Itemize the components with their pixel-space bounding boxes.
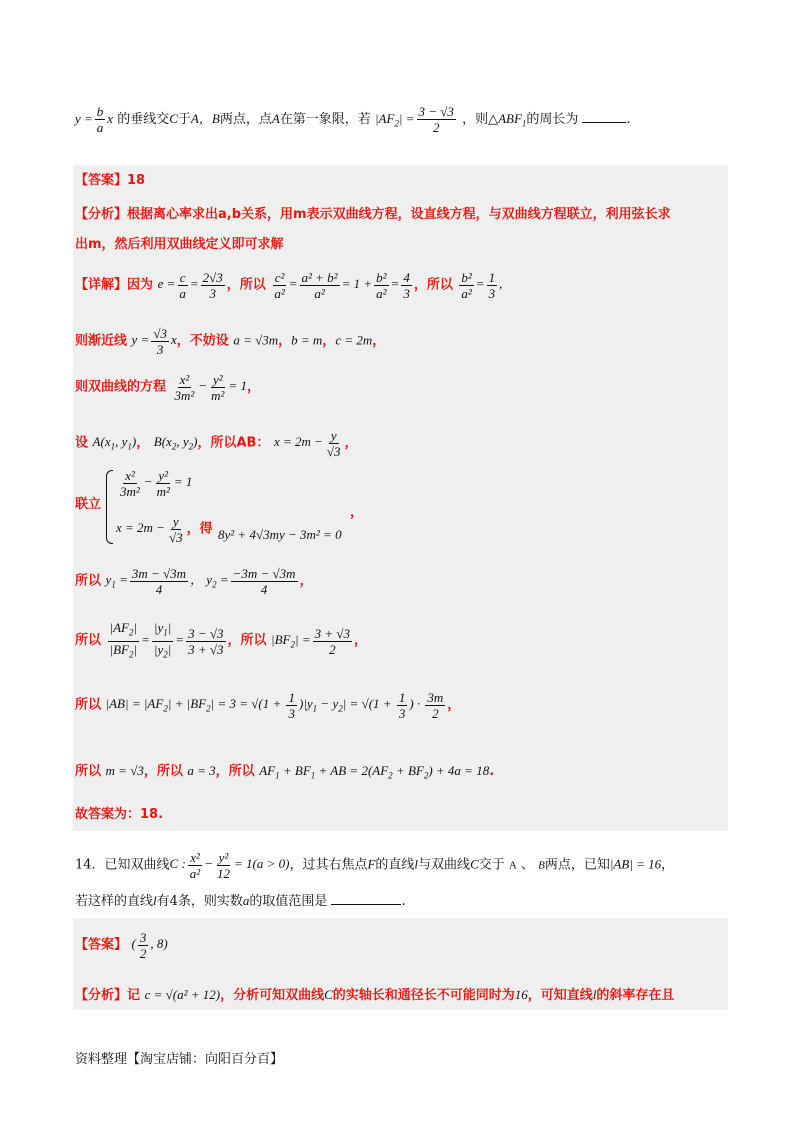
final-answer13	[75, 806, 163, 824]
var-a2: A	[508, 859, 517, 872]
system-brace	[106, 470, 113, 544]
var-a3: a	[242, 893, 250, 908]
text-at: 于	[177, 112, 191, 127]
detail13-line4: 设 $A(x_1$, $y_1$)， $B(x_2$, $y_2$)，所以AB： x = 2m − $\frac{y}{√3}$ ，	[75, 428, 358, 459]
text-first-quadrant: 在第一象限，若	[279, 112, 371, 127]
text-perimeter: 的周长为	[526, 112, 579, 127]
var-b2: B	[538, 859, 545, 872]
detail13-line8: 所以 $|AB| = |AF_2| + |BF_2| = 3 = √(1$ + $\frac{1}{3}$ )$|y_1 - y_2| = √(1$ + $\frac{1}{3}$ ) · $\frac{3m}{2}$ ，	[75, 690, 461, 721]
detail13-line9: 所以 m = √3，所以 a = 3，所以 $AF_1 + BF_1$ + AB = $2(AF_2 + BF_2) + 4a = 18$.	[75, 763, 495, 781]
text-intersect: 交于	[478, 857, 505, 873]
var-l2: l	[153, 893, 157, 908]
text-perpendicular: 的垂线交	[117, 112, 170, 127]
text-because: 因为	[127, 277, 154, 293]
condition-af2: $|AF_2|$ =	[374, 111, 415, 129]
answer-blank	[582, 122, 626, 123]
quadratic-eq: 8y² + 4√3my − 3m² = 0	[218, 527, 342, 542]
comma-after-system: ，	[350, 505, 364, 520]
text-analysis-b: 的实轴长和通径长不可能同时为	[332, 988, 515, 1003]
text-asymptote: 则渐近线	[75, 333, 128, 349]
answer14-value: ( $\frac{3}{2}$ , 8)	[131, 930, 168, 961]
param-c: c = 2m	[335, 332, 373, 348]
a-value: a = 3	[187, 763, 216, 778]
text-right-focus: ，过其右焦点	[289, 857, 368, 873]
chord-length: $|AB| = |AF_2| + |BF_2| = 3 = √(1$ + $\frac{1}{3}$ )$|y_1 - y_2| = √(1$ + $\frac{1}{3}$ ) · $\frac{3m}{2}$	[105, 690, 444, 721]
text-so-5: ，所以	[227, 633, 267, 649]
text-four-lines: 有4条，则实数	[156, 894, 243, 909]
text-known: 两点，已知	[544, 857, 610, 873]
text-comma: ，	[136, 435, 150, 451]
text-so-2: ，所以	[413, 277, 453, 293]
text-so-7: 所以	[75, 764, 102, 779]
answer14-label: 【答案】	[75, 937, 128, 953]
answer-label: 【答案】	[75, 173, 128, 188]
point-a: $A(x_1$, $y_1$)	[92, 434, 137, 453]
problem14-line1: 14．已知双曲线C : $\frac{\text{x²}}{\text{a²}}$ − $\frac{\text{y²}}{12}$ = 1(a > 0)，过其右焦点F的直线l与双曲线C交于 A 、 B两点，已知|AB| = 16，	[75, 850, 675, 881]
text-line: 的直线	[375, 857, 415, 873]
m-value: m = √3	[105, 763, 144, 778]
detail13-line1	[75, 270, 502, 301]
ratio-formula: $\frac{\text{c²}}{\text{a²}}$ = $\frac{\text{a² + b²}}{\text{a²}}$ = 1 + $\frac{\text{b²}}{\text{a²}}$ = $\frac{4}{3}$	[274, 270, 410, 301]
detail13-line7: 所以 $\frac{|AF_2|}{|BF_2|}$ = $\frac{|y_1|}{|y_2|}$ = $\frac{3 - √3}{3 + √3}$ ，所以 $|BF_2|$ = $\frac{3 + √3}{2}$ ，	[75, 620, 368, 660]
eccentricity-formula: e = $\frac{c}{a}$ = $\frac{2√3}{3}$	[157, 270, 223, 301]
perimeter-eq: $AF_1 + BF_1$ + AB = $2(AF_2 + BF_2) + 4a = 18$	[259, 763, 490, 781]
detail-label: 【详解】	[75, 277, 128, 293]
var-ab: A，B	[190, 111, 220, 126]
param-b: b = m	[291, 332, 323, 348]
var-a: A	[271, 111, 280, 126]
triangle-abf1: $\triangle ABF_1$	[488, 111, 527, 129]
system-eq-1: $\frac{\text{x²}}{\text{3m²}}$ − $\frac{\text{y²}}{\text{m²}}$ = 1	[120, 468, 193, 499]
answer14	[75, 930, 168, 961]
asymptote-formula: y =	[75, 111, 93, 126]
analysis14	[75, 986, 674, 1005]
var-l3: l	[592, 987, 597, 1002]
text-line-ab: ，所以AB：	[197, 435, 270, 451]
text-let: 设	[75, 435, 89, 451]
var-c2: C	[470, 856, 479, 872]
hyperbola-eq: $\frac{\text{x²}}{\text{3m²}}$ − $\frac{\text{y²}}{\text{m²}}$ = 1	[174, 372, 247, 403]
analysis13-line2	[75, 236, 284, 254]
detail13-combine	[75, 496, 101, 514]
system-eq-2: x = 2m − $\frac{y}{√3}$ ，得	[116, 514, 213, 545]
analysis13-line1	[75, 206, 671, 224]
text-so-3: 所以	[75, 573, 102, 589]
var-c: C	[169, 111, 178, 126]
ab-length: |AB| = 16	[609, 856, 662, 872]
final-answer-text: 故答案为：18.	[75, 807, 164, 822]
detail13-line2: 则渐近线 y = $\frac{√3}{3}$ x，不妨设 a = √3m，b = m，c = 2m，	[75, 326, 386, 357]
text-so-6: 所以	[75, 697, 102, 713]
text-analysis-d: 的斜率存在且	[596, 988, 675, 1003]
text-hyperbola-eq: 则双曲线的方程	[75, 379, 167, 395]
asymptote-eq: y = $\frac{√3}{3}$ x	[131, 326, 177, 357]
text-assume: ，不妨设	[176, 333, 229, 349]
analysis14-label: 【分析】	[75, 988, 128, 1003]
text-two-points: 两点，点	[219, 112, 272, 127]
problem13-line: y = $\frac{b}{a}$ x 的垂线交C于A，B两点，点A在第一象限，若 $|AF_2|$ = $\frac{3 - √3}{2}$ ，则$\triangle ABF_1$的周长为 .	[75, 104, 631, 135]
c-formula: c = √(a² + 12)	[144, 987, 221, 1002]
footer-note: 资料整理【淘宝店铺：向阳百分百】	[75, 1052, 284, 1067]
text-so-4: 所以	[75, 633, 102, 649]
text-with-hyperbola: 与双曲线	[418, 857, 471, 873]
fraction-b-over-a: $\frac{b}{a}$	[96, 104, 104, 135]
y1-y2-roots: $y_1$ = $\frac{3m - √3m}{4}$ ， $y_2$ = $\frac{-3m - √3m}{4}$	[105, 566, 296, 597]
var-c3: C	[324, 987, 333, 1002]
ratio-af2-bf2: $\frac{|AF_2|}{|BF_2|}$ = $\frac{|y_1|}{|y_2|}$ = $\frac{3 - √3}{3 + √3}$	[109, 620, 224, 660]
text-such-lines: 若这样的直线	[75, 894, 154, 909]
text-range: 的取值范围是	[249, 894, 328, 909]
fraction-3-minus-root3: $\frac{3 - √3}{2}$	[418, 104, 454, 135]
detail13-line3: 则双曲线的方程 $\frac{\text{x²}}{\text{3m²}}$ − $\frac{\text{y²}}{\text{m²}}$ = 1，	[75, 372, 260, 403]
answer-blank-14	[331, 904, 401, 905]
var-f: F	[367, 856, 376, 872]
answer13	[75, 172, 145, 190]
text-analysis-c: ，可知直线	[527, 988, 593, 1003]
text-get: ，得	[186, 521, 213, 537]
b2-a2-formula: $\frac{\text{b²}}{\text{a²}}$ = $\frac{1}{3}$ ,	[461, 270, 503, 301]
num-16: 16	[514, 987, 528, 1002]
analysis-text: 根据离心率求出a,b关系，用m表示双曲线方程，设直线方程，与双曲线方程联立，利用弦长求	[127, 207, 671, 222]
var-l: l	[414, 856, 419, 872]
text-so: ，所以	[226, 277, 266, 293]
analysis-text-2: 出m，然后利用双曲线定义即可求解	[75, 237, 284, 252]
problem14-number: 14．已知双曲线	[75, 857, 170, 873]
detail13-line6: 所以 $y_1$ = $\frac{3m - √3m}{4}$ ， $y_2$ = $\frac{-3m - √3m}{4}$ ，	[75, 566, 313, 597]
bf2-value: $|BF_2|$ = $\frac{3 + √3}{2}$	[271, 625, 351, 657]
line-ab-eq: x = 2m − $\frac{y}{√3}$	[273, 428, 341, 459]
text-so-9: ，所以	[215, 764, 255, 779]
text-so-8: ，所以	[143, 764, 183, 779]
answer-value: 18	[127, 173, 146, 188]
text-then: ，则	[462, 112, 489, 127]
text-combine: 联立	[75, 497, 102, 512]
text-let-c: 记	[127, 988, 141, 1003]
point-b: $B(x_2$, $y_2$)	[153, 434, 198, 453]
analysis-label: 【分析】	[75, 207, 128, 222]
hyperbola-c-eq: C : $\frac{\text{x²}}{\text{a²}}$ − $\frac{\text{y²}}{12}$ = 1(a > 0)	[169, 850, 290, 881]
text-analysis-a: ，分析可知双曲线	[220, 988, 325, 1003]
problem14-line2: 若这样的直线l有4条，则实数a的取值范围是 .	[75, 893, 406, 909]
param-a: a = √3m	[233, 332, 279, 348]
